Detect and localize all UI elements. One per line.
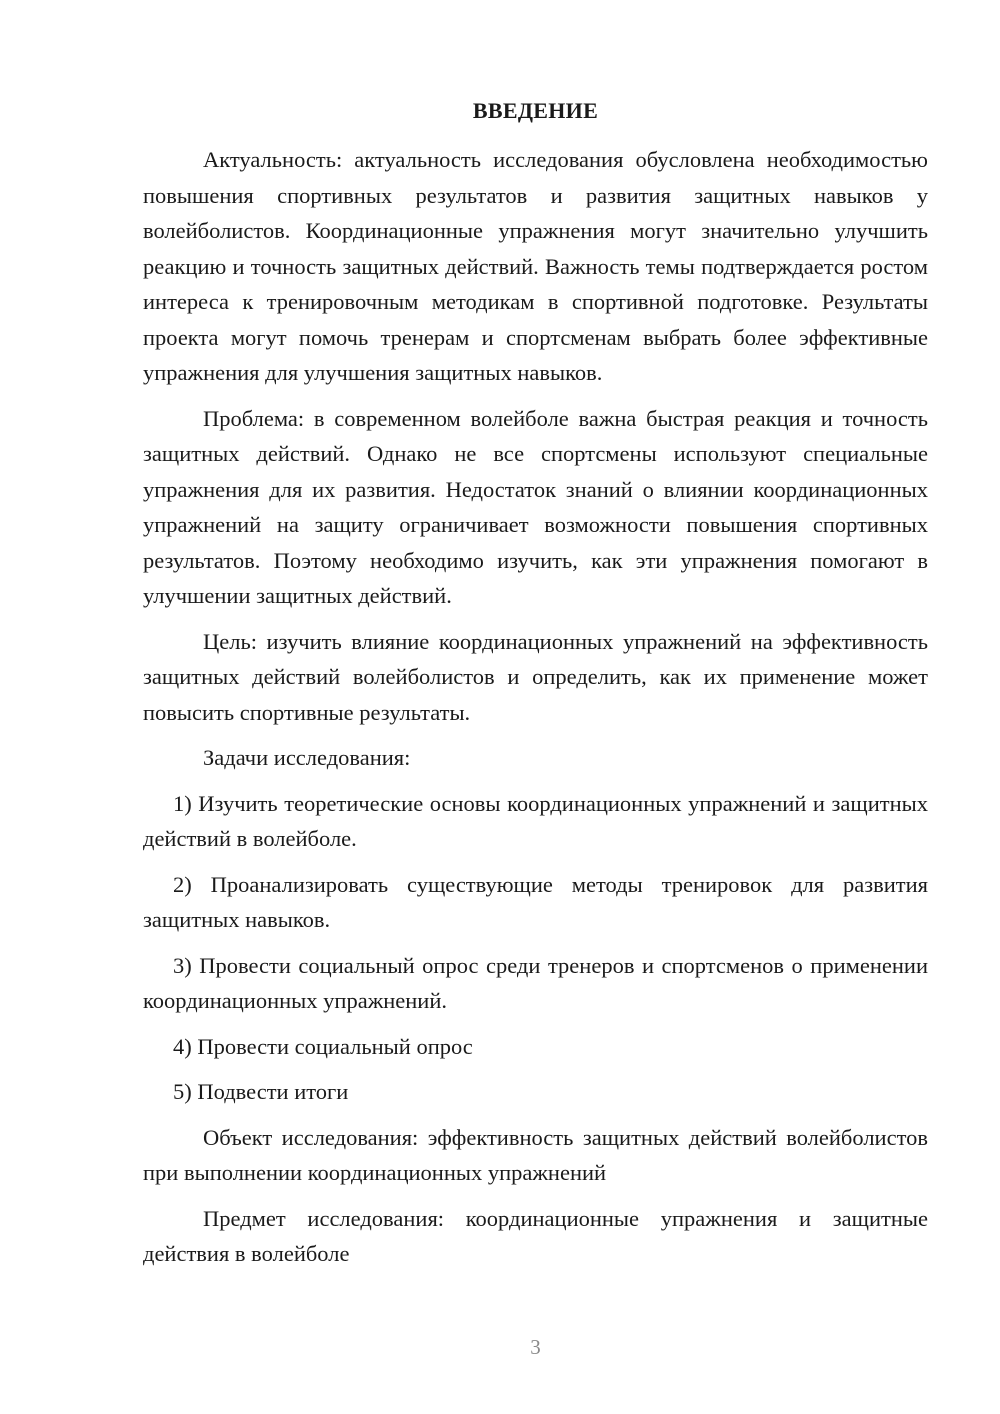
task-item-5: 5) Подвести итоги — [173, 1079, 349, 1104]
paragraph-relevance: Актуальность: актуальность исследования обусловлена необходимостью повышения спортивных результатов и развития защитных навыков у волейболистов. Координационные упражнения могут значительно улучшить реакцию и точность защитных действий. Важность темы подтверждается ростом интереса к тренировочным методикам в спортивной подготовке. Результаты проекта могут помочь тренерам и спортсменам выбрать более эффективные упражнения для улучшения защитных навыков. — [143, 147, 928, 385]
paragraph-problem: Проблема: в современном волейболе важна быстрая реакция и точность защитных действий. Однако не все спортсмены используют специальные упражнения для их развития. Недостаток знаний о влиянии координационных упражнений на защиту ограничивает возможности повышения спортивных результатов. Поэтому необходимо изучить, как эти упражнения помогают в улучшении защитных действий. — [143, 405, 928, 608]
task-item-3: 3) Провести социальный опрос среди тренеров и спортсменов о применении координационных упражнений. — [143, 952, 928, 1013]
page-title: ВВЕДЕНИЕ — [472, 98, 599, 123]
paragraph-goal: Цель: изучить влияние координационных упражнений на эффективность защитных действий волейболистов и определить, как их применение может повысить спортивные результаты. — [143, 628, 928, 725]
task-item-1: 1) Изучить теоретические основы координационных упражнений и защитных действий в волейболе. — [143, 790, 928, 851]
paragraph-tasks-heading: Задачи исследования: — [203, 745, 411, 770]
paragraph-subject: Предмет исследования: координационные упражнения и защитные действия в волейболе — [143, 1205, 928, 1266]
task-item-4: 4) Провести социальный опрос — [173, 1033, 473, 1059]
task-item-2: 2) Проанализировать существующие методы тренировок для развития защитных навыков. — [143, 871, 928, 932]
page-number: 3 — [530, 1335, 541, 1359]
document-page — [143, 0, 928, 1414]
document-body — [143, 142, 928, 1282]
paragraph-object: Объект исследования: эффективность защитных действий волейболистов при выполнении координационных упражнений — [143, 1124, 928, 1185]
